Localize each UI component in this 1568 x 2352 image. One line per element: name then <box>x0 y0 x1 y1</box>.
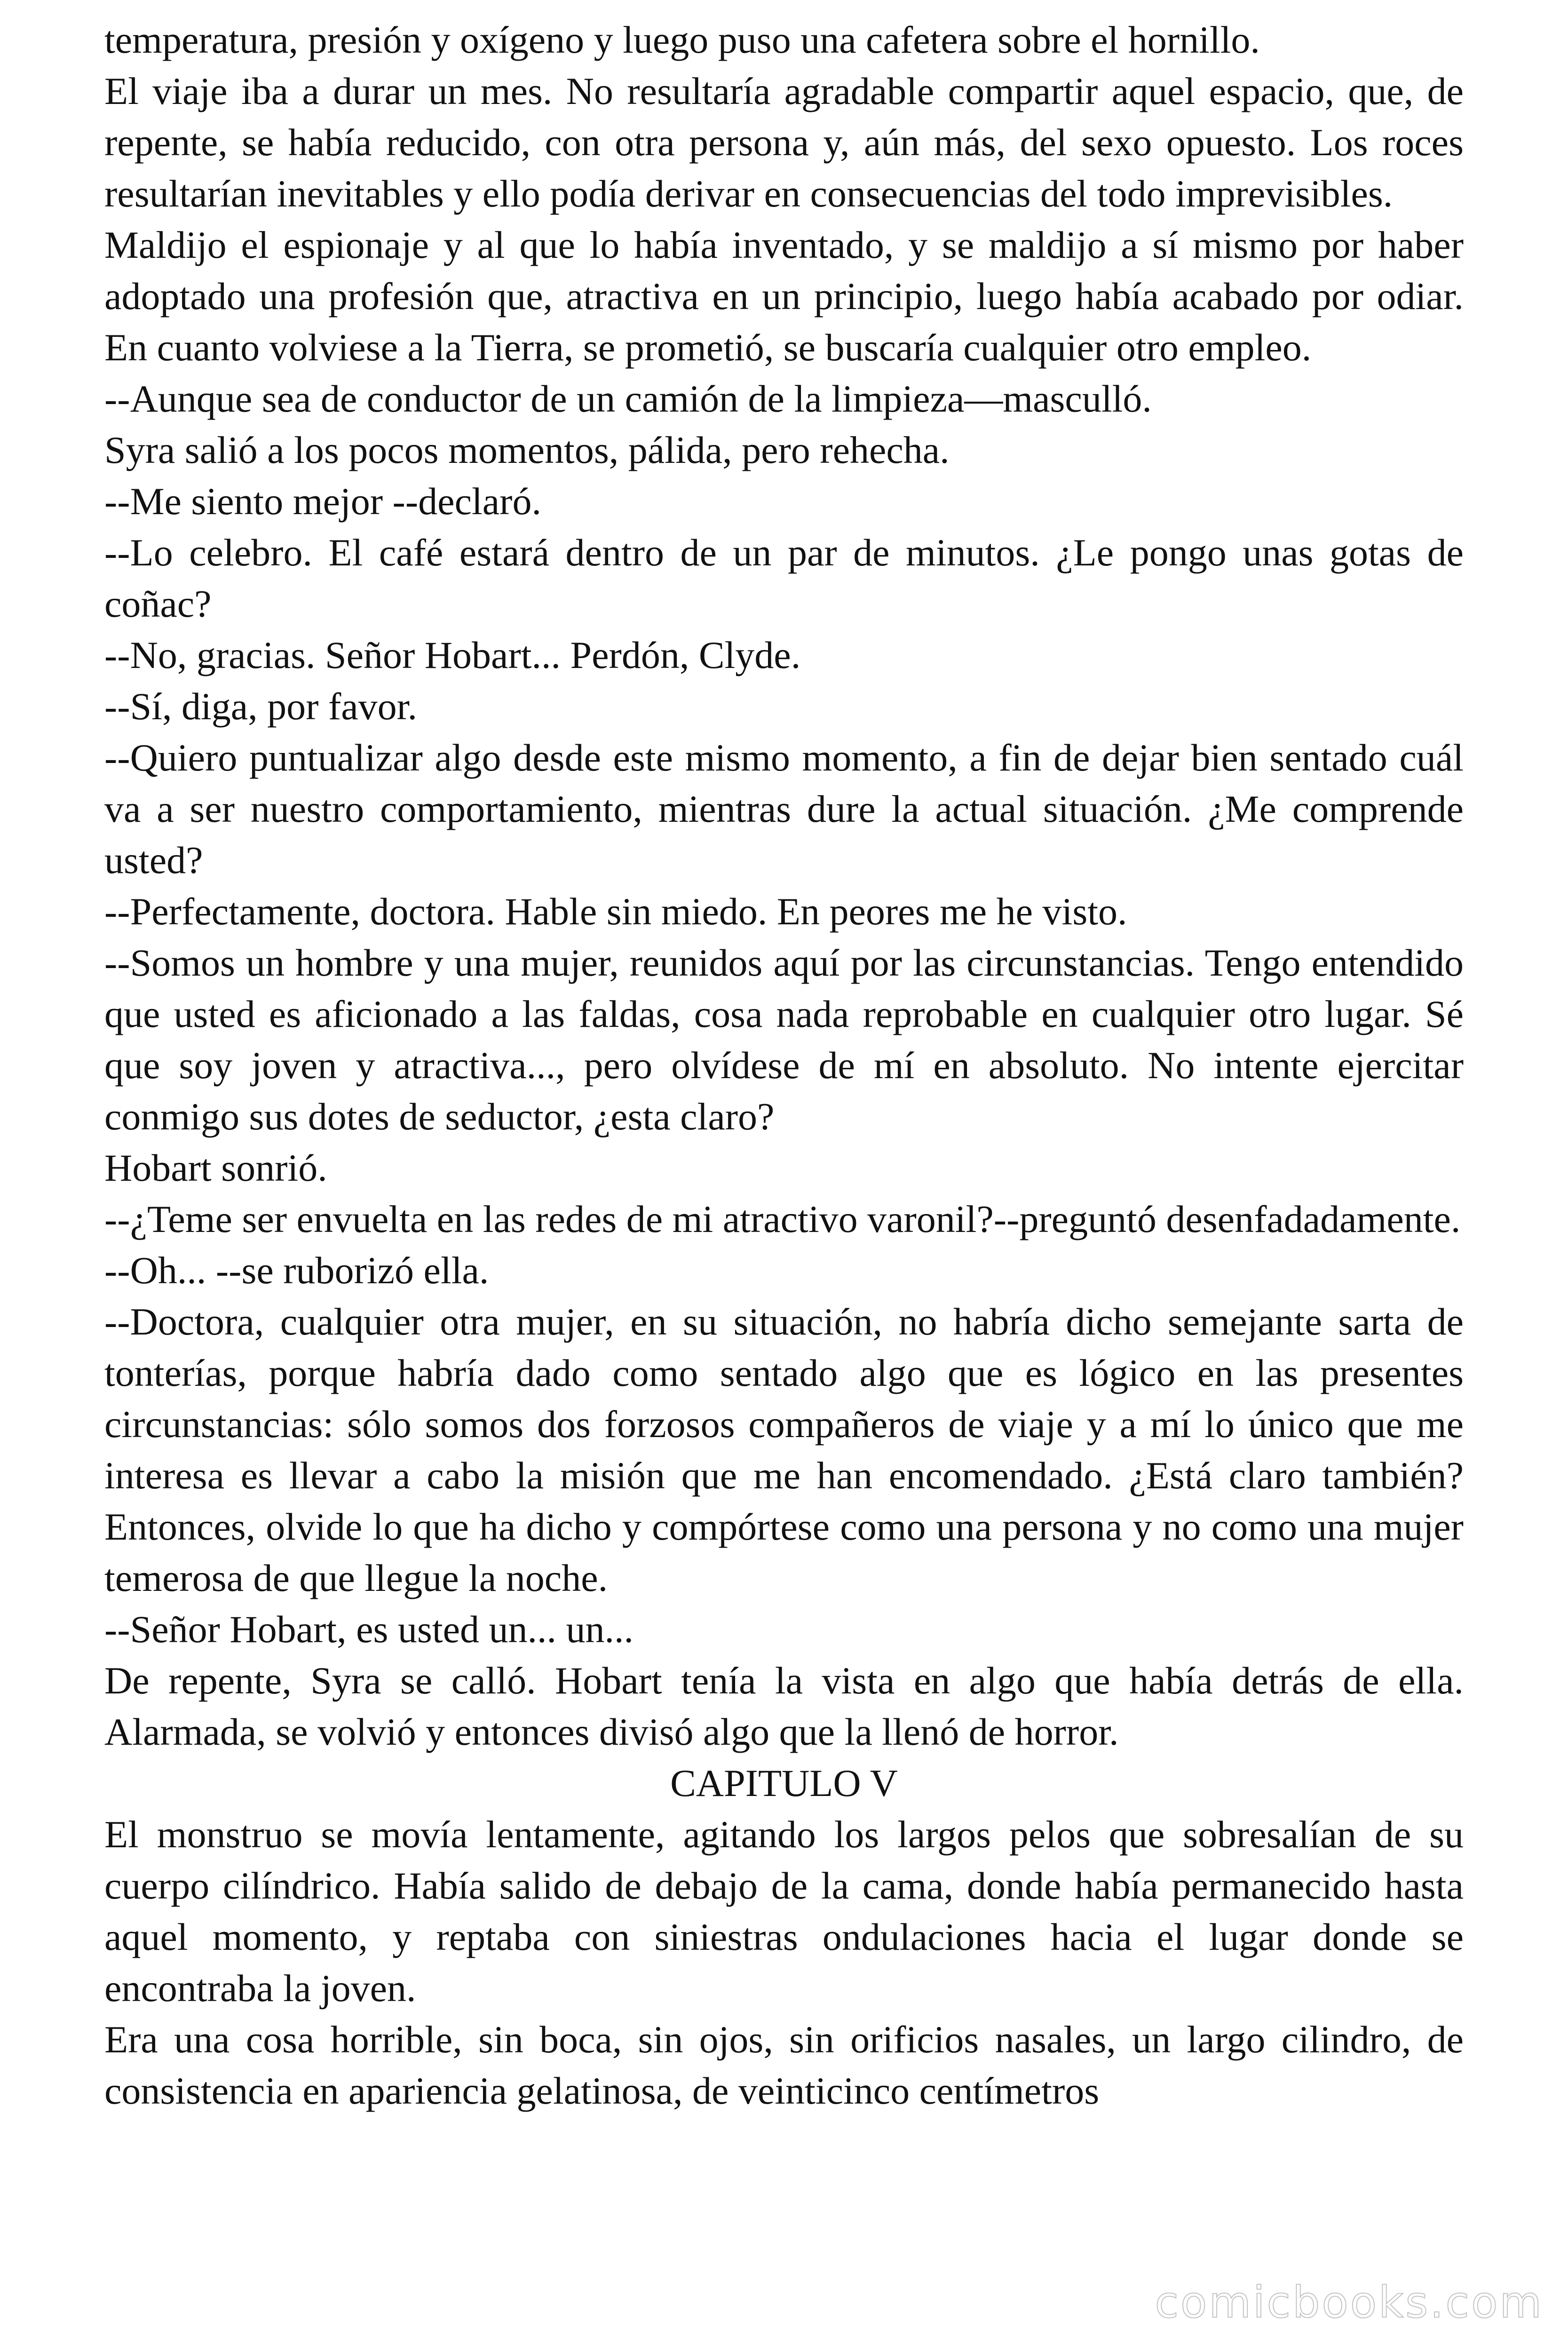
paragraph: --Oh... --se ruborizó ella. <box>104 1249 489 1292</box>
paragraph: --Doctora, cualquier otra mujer, en su situación, no habría dicho semejante sarta de tonterías, porque habría dado como sentado algo que es lógico en las presentes circunstancias: sólo somos dos forzosos compañeros de viaje y a mí lo único que me interesa es llevar a cabo la misión que me han encomendado. ¿Está claro también? Entonces, olvide lo que ha dicho y compórtese como una persona y no como una mujer temerosa de que llegue la noche. <box>104 1300 1464 1599</box>
paragraph: --Somos un hombre y una mujer, reunidos aquí por las circunstancias. Tengo entendido que usted es aficionado a las faldas, cosa nada reprobable en cualquier otro lugar. Sé que soy joven y atractiva..., pero olvídese de mí en absoluto. No intente ejercitar conmigo sus dotes de seductor, ¿esta claro? <box>104 941 1464 1138</box>
watermark-logo: comicbooks.com <box>1155 2277 1544 2328</box>
paragraph: temperatura, presión y oxígeno y luego puso una cafetera sobre el hornillo. <box>104 18 1260 61</box>
paragraph: --Aunque sea de conductor de un camión de la limpieza—masculló. <box>104 377 1152 420</box>
paragraph: Era una cosa horrible, sin boca, sin ojos, sin orificios nasales, un largo cilindro, de consistencia en apariencia gelatinosa, de veinticinco centímetros <box>104 2018 1464 2112</box>
paragraph: --Quiero puntualizar algo desde este mismo momento, a fin de dejar bien sentado cuál va a ser nuestro comportamiento, mientras dure la actual situación. ¿Me comprende usted? <box>104 736 1464 882</box>
paragraph: El monstruo se movía lentamente, agitando los largos pelos que sobresalían de su cuerpo cilíndrico. Había salido de debajo de la cama, donde había permanecido hasta aquel momento, y reptaba con siniestras ondulaciones hacia el lugar donde se encontraba la joven. <box>104 1813 1464 2010</box>
paragraph: --Me siento mejor --declaró. <box>104 480 541 523</box>
document-page <box>104 14 1464 2310</box>
paragraph: --Lo celebro. El café estará dentro de un par de minutos. ¿Le pongo unas gotas de coñac? <box>104 531 1464 625</box>
paragraph: --Perfectamente, doctora. Hable sin miedo. En peores me he visto. <box>104 890 1127 933</box>
paragraph: El viaje iba a durar un mes. No resultaría agradable compartir aquel espacio, que, de repente, se había reducido, con otra persona y, aún más, del sexo opuesto. Los roces resultarían inevitables y ello podía derivar en consecuencias del todo imprevisibles. <box>104 70 1464 215</box>
paragraph: --Señor Hobart, es usted un... un... <box>104 1608 634 1651</box>
chapter-heading: CAPITULO V <box>670 1762 898 1804</box>
paragraph: Hobart sonrió. <box>104 1146 327 1189</box>
paragraph: --¿Teme ser envuelta en las redes de mi atractivo varonil?--preguntó desenfadadamente. <box>104 1198 1461 1240</box>
paragraph: De repente, Syra se calló. Hobart tenía la vista en algo que había detrás de ella. Alarmada, se volvió y entonces divisó algo que la llenó de horror. <box>104 1659 1464 1753</box>
paragraph: Maldijo el espionaje y al que lo había inventado, y se maldijo a sí mismo por haber adoptado una profesión que, atractiva en un principio, luego había acabado por odiar. En cuanto volviese a la Tierra, se prometió, se buscaría cualquier otro empleo. <box>104 223 1464 369</box>
paragraph: --Sí, diga, por favor. <box>104 685 417 728</box>
paragraph: Syra salió a los pocos momentos, pálida, pero rehecha. <box>104 429 950 471</box>
paragraph: --No, gracias. Señor Hobart... Perdón, Clyde. <box>104 634 801 676</box>
